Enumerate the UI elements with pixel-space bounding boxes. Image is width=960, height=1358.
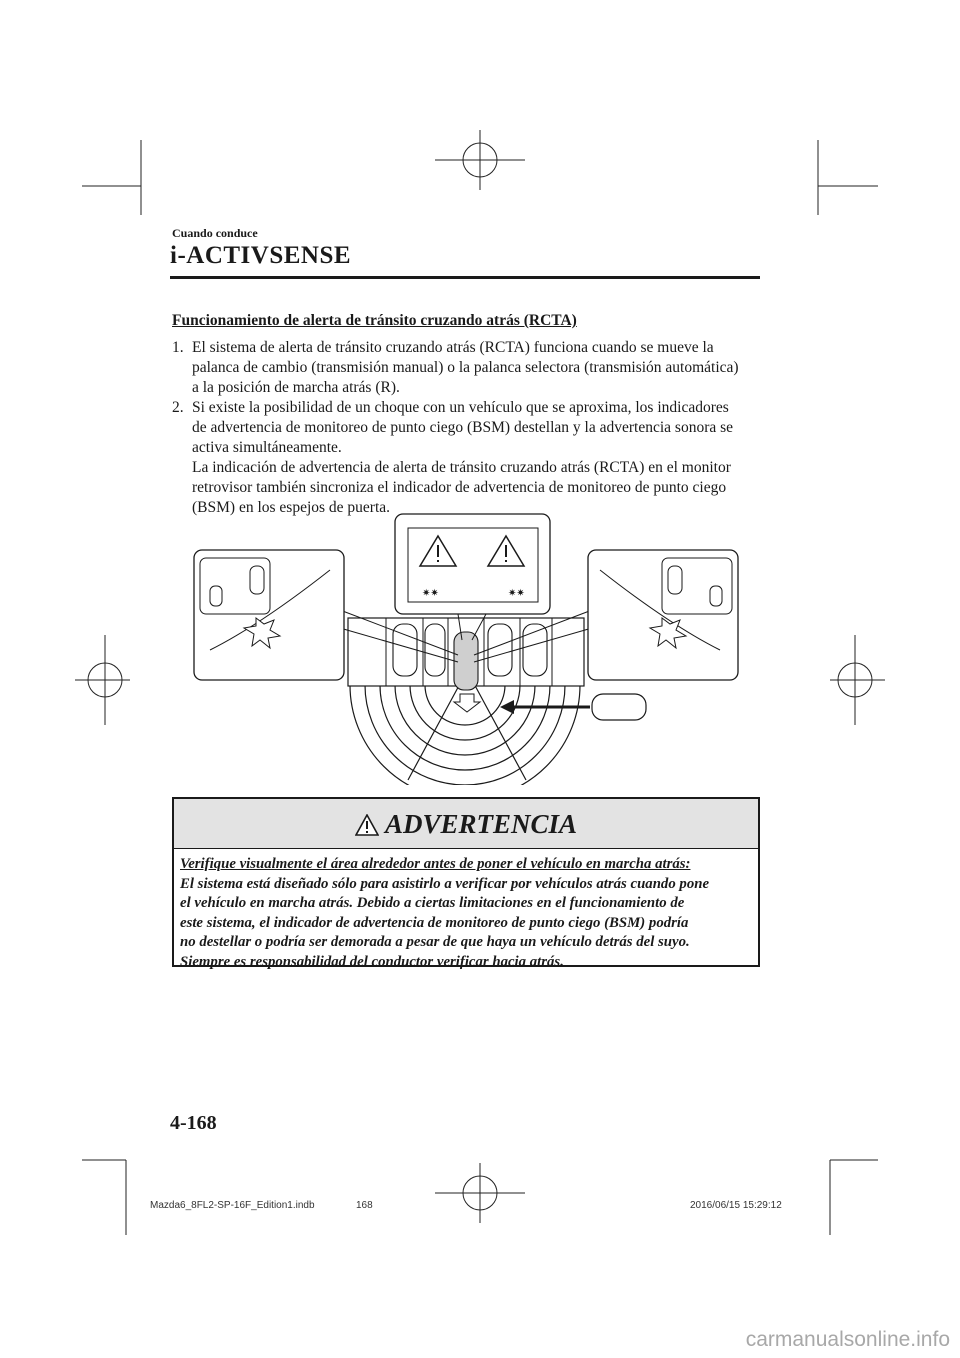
step-line: La indicación de advertencia de alerta de tránsito cruzando atrás (RCTA) en el monitor: [192, 459, 731, 476]
warning-line: no destellar o podría ser demorada a pesar de que haya un vehículo detrás del suyo.: [180, 934, 690, 950]
approach-arrow-head-icon: [500, 700, 514, 714]
subheading: Funcionamiento de alerta de tránsito cruzando atrás (RCTA): [172, 312, 577, 329]
own-car: [454, 632, 478, 690]
warning-title: ADVERTENCIA: [384, 809, 578, 839]
step-line: a la posición de marcha atrás (R).: [192, 379, 400, 396]
footer-sheet: 168: [356, 1200, 373, 1211]
svg-text:✷✷: ✷✷: [508, 588, 525, 599]
list-item-step-1: [172, 338, 760, 398]
warning-line: el vehículo en marcha atrás. Debido a ciertas limitaciones en el funcionamiento de: [180, 895, 685, 911]
reverse-arrow-icon: [454, 694, 480, 712]
warning-box: [172, 797, 760, 970]
parked-car: [488, 624, 512, 676]
step-line: palanca de cambio (transmisión manual) o la palanca selectora (transmisión automática): [192, 359, 739, 376]
step-line: retrovisor también sincroniza el indicador de advertencia de monitoreo de punto ciego: [192, 479, 727, 496]
watermark: carmanualsonline.info: [745, 1328, 950, 1351]
svg-text:✷✷: ✷✷: [422, 588, 439, 599]
header-rule: [170, 276, 760, 279]
approaching-car: [592, 694, 646, 720]
step-number: 2.: [172, 399, 184, 416]
step-line: (BSM) en los espejos de puerta.: [192, 499, 391, 516]
warning-body: [180, 855, 758, 972]
warning-line: Siempre es responsabilidad del conductor verificar hacia atrás.: [180, 953, 564, 970]
parked-car: [425, 624, 445, 676]
radar-arc: [410, 685, 520, 740]
footer-timestamp: 2016/06/15 15:29:12: [690, 1200, 782, 1211]
list-item-step-2: [172, 398, 760, 518]
section-label: Cuando conduce: [172, 226, 258, 240]
chapter-title: i-ACTIVSENSE: [170, 242, 352, 269]
footer-file: Mazda6_8FL2-SP-16F_Edition1.indb: [150, 1200, 315, 1211]
step-line: de advertencia de monitoreo de punto ciego (BSM) destellan y la advertencia sonora se: [192, 419, 734, 436]
step-line: activa simultáneamente.: [192, 439, 342, 456]
step-line: Si existe la posibilidad de un choque con un vehículo que se aproxima, los indicadores: [192, 399, 729, 416]
warning-triangle-icon: [355, 814, 379, 836]
warning-header: [174, 799, 758, 849]
warning-line: El sistema está diseñado sólo para asistirlo a verificar por vehículos atrás cuando pone: [180, 875, 710, 892]
warning-lead: Verifique visualmente el área alrededor antes de poner el vehículo en marcha atrás:: [180, 856, 691, 872]
page-number: 4-168: [170, 1112, 217, 1134]
warning-line: este sistema, el indicador de advertencia de monitoreo de punto ciego (BSM) podría: [180, 914, 689, 931]
step-number: 1.: [172, 339, 184, 356]
step-line: El sistema de alerta de tránsito cruzando atrás (RCTA) funciona cuando se mueve la: [192, 339, 714, 356]
rcta-illustration: [190, 510, 750, 785]
